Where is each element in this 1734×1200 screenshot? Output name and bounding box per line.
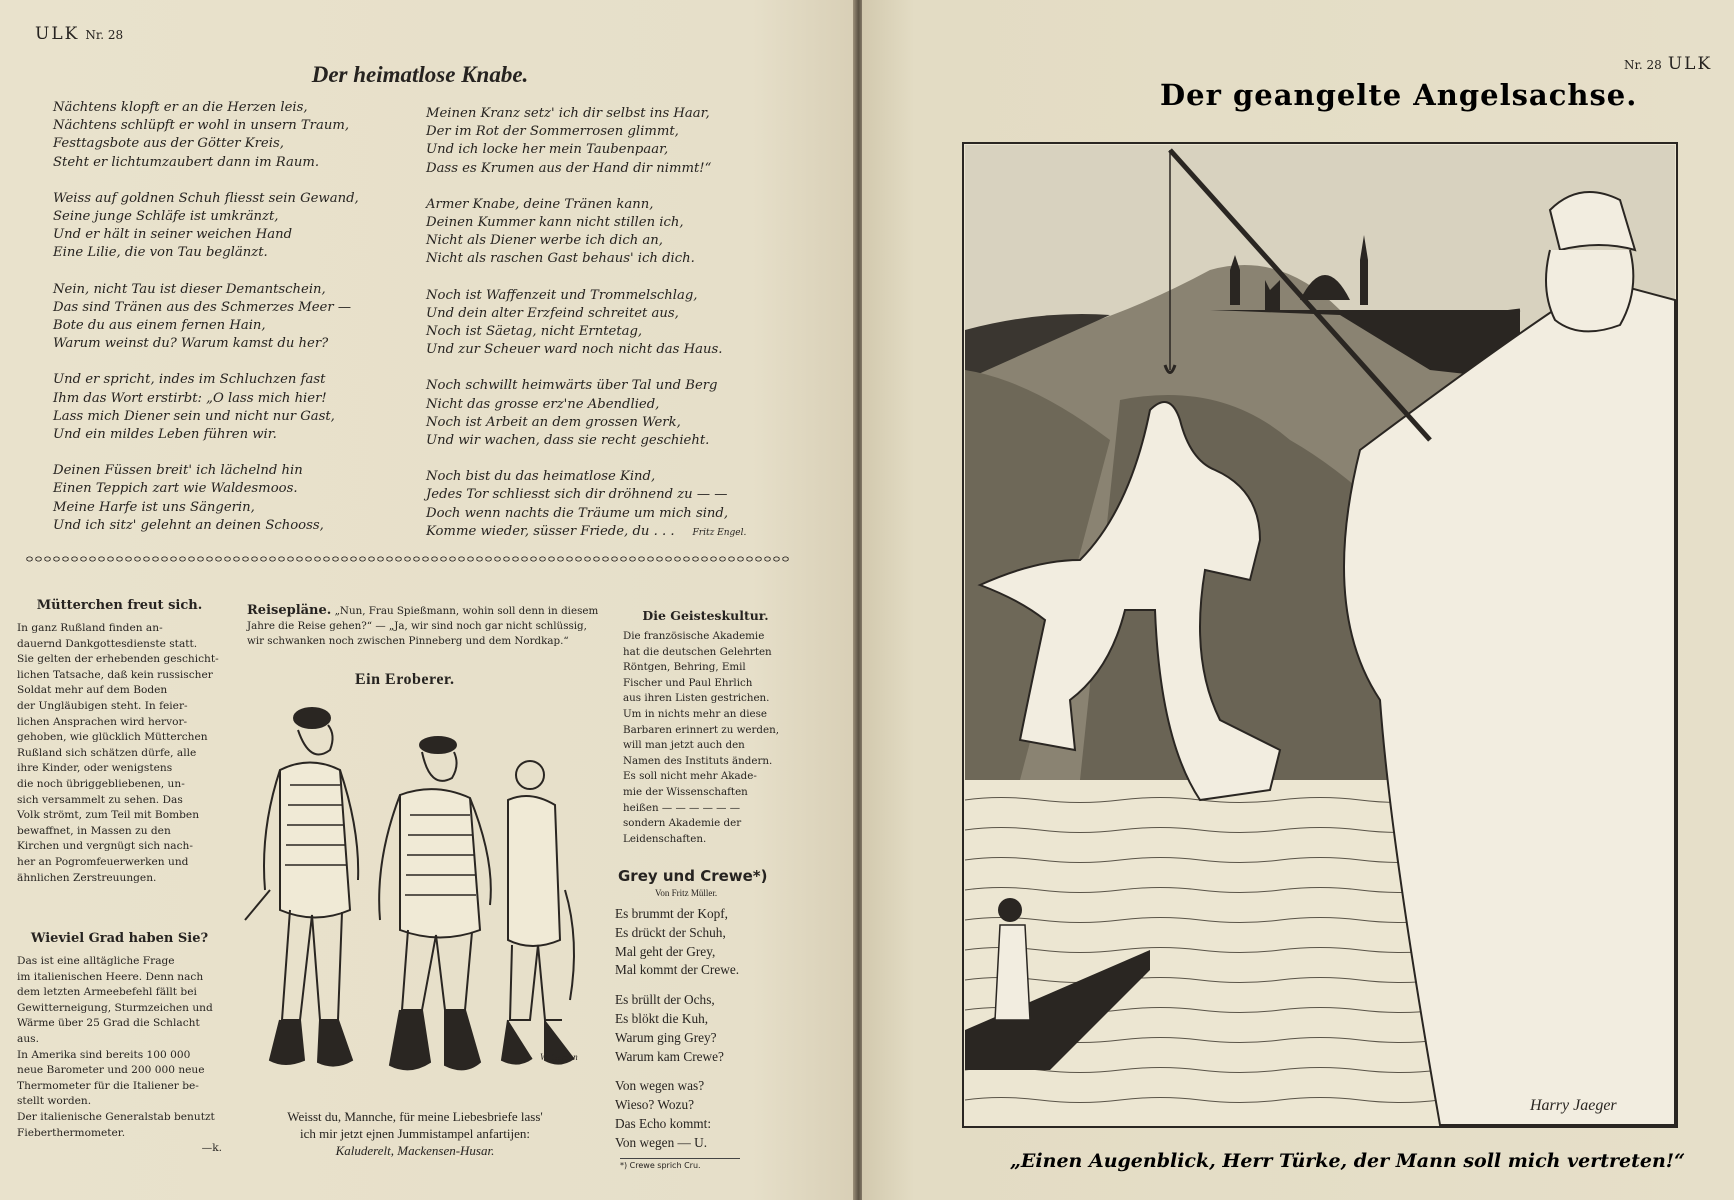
angelsachse-illustration: [960, 140, 1680, 1130]
poem-line-text: Komme wieder, süsser Friede, du . . .: [426, 523, 675, 539]
poem-line: Und zur Scheuer ward noch nicht das Haus.: [426, 342, 723, 358]
poem-line: Warum kam Crewe?: [615, 1048, 724, 1064]
right-header: [1618, 54, 1712, 74]
cartoon-title: Ein Eroberer.: [355, 671, 455, 688]
article-line: In Amerika sind bereits 100 000: [17, 1048, 191, 1061]
stanza: [53, 371, 359, 444]
poem-line: Es blökt die Kuh,: [615, 1010, 709, 1026]
poem-line: Meine Harfe ist uns Sängerin,: [53, 499, 255, 515]
poem-line: Eine Lilie, die von Tau beglänzt.: [53, 245, 268, 261]
poem-line: Wieso? Wozu?: [615, 1097, 695, 1113]
poem-line: Es drückt der Schuh,: [615, 924, 726, 940]
poem-line: Armer Knabe, deine Tränen kann,: [426, 196, 654, 212]
poem-line: Das sind Tränen aus des Schmerzes Meer —: [53, 299, 352, 315]
article-line: Sie gelten der erhebenden geschicht-: [17, 653, 219, 666]
article-line: Rußland sich schätzen dürfe, alle: [17, 746, 197, 759]
left-header: [35, 24, 129, 44]
article-line: In ganz Rußland finden an-: [17, 622, 163, 634]
poem-column-1: [53, 99, 359, 553]
article-line: wir schwanken noch zwischen Pinneberg und dem Nordkap.“: [247, 635, 569, 647]
article-line: neue Barometer und 200 000 neue: [17, 1064, 205, 1077]
article-body: [623, 629, 788, 847]
poem-line: Das Echo kommt:: [615, 1115, 712, 1131]
issue-number: Nr. 28: [1624, 58, 1662, 72]
article-line: Thermometer für die Italiener be-: [17, 1079, 199, 1092]
poem-line: Noch bist du das heimatlose Kind,: [426, 469, 656, 485]
stanza: [53, 462, 359, 535]
poem-line: Nicht das grosse erz'ne Abendlied,: [426, 396, 660, 412]
poem-line: Deinen Füssen breit' ich lächelnd hin: [53, 463, 303, 479]
poem-line: Von wegen — U.: [615, 1134, 708, 1150]
stanza: [426, 468, 746, 542]
cartoon-title: Der geangelte Angelsachse.: [1160, 78, 1638, 112]
article-line: Röntgen, Behring, Emil: [623, 661, 746, 674]
magazine-name: ULK: [1667, 54, 1713, 74]
poem-line: Noch ist Arbeit an dem grossen Werk,: [426, 414, 681, 430]
poem-line: Einen Teppich zart wie Waldesmoos.: [53, 481, 298, 497]
poem-line: Warum weinst du? Warum kamst du her?: [53, 336, 329, 352]
stanza: [53, 190, 359, 263]
poem-line: Festtagsbote aus der Götter Kreis,: [53, 136, 284, 152]
poem-line: Von wegen was?: [615, 1078, 705, 1094]
article-line: Fischer und Paul Ehrlich: [623, 676, 753, 689]
poem-line: Bote du aus einem fernen Hain,: [53, 318, 266, 334]
eroberer-illustration: [240, 690, 612, 1102]
article-line: Volk strömt, zum Teil mit Bomben: [17, 809, 200, 822]
poem-line: Und ein mildes Leben führen wir.: [53, 427, 277, 443]
poem-line: [426, 523, 746, 542]
stanza: [53, 99, 359, 172]
article-line: Um in nichts mehr an diese: [623, 707, 768, 720]
article-line: ihre Kinder, oder wenigstens: [17, 762, 173, 775]
article-line: gehoben, wie glücklich Mütterchen: [17, 731, 208, 744]
cartoon-caption: „Einen Augenblick, Herr Türke, der Mann soll mich vertreten!“: [1010, 1150, 1686, 1172]
poem-line: Lass mich Diener sein und nicht nur Gast,: [53, 408, 335, 424]
caption-signature: Kaluderelt, Mackensen-Husar.: [335, 1143, 495, 1158]
article-line: bewaffnet, in Massen zu den: [17, 824, 171, 837]
magazine-name: ULK: [35, 24, 80, 44]
article-line: aus ihren Listen gestrichen.: [623, 692, 770, 705]
article-line: Soldat mehr auf dem Boden: [17, 684, 168, 697]
article-line: Kirchen und vergnügt sich nach-: [17, 840, 193, 853]
poem-line: Und ich locke her mein Taubenpaar,: [426, 142, 669, 158]
stanza: [615, 905, 739, 980]
poem-line: Nächtens klopft er an die Herzen leis,: [53, 100, 308, 115]
poem-line: Und er spricht, indes im Schluchzen fast: [53, 372, 326, 388]
artist-signature: W. Gerson: [540, 1052, 578, 1062]
poem-line: Noch ist Säetag, nicht Erntetag,: [426, 324, 643, 340]
article-line: Barbaren erinnert zu werden,: [623, 723, 780, 736]
poem-title: Der heimatlose Knabe.: [311, 62, 529, 87]
article-line: Jahre die Reise gehen?“ — „Ja, wir sind noch gar nicht schlüssig,: [247, 620, 587, 632]
poem-line: Dass es Krumen aus der Hand dir nimmt!“: [426, 160, 712, 176]
wieviel-article: [17, 931, 222, 1157]
poem-line: Und ich sitz' gelehnt an deinen Schooss,: [53, 517, 324, 533]
cartoon-caption: [245, 1108, 585, 1159]
article-title: Wieviel Grad haben Sie?: [30, 931, 209, 946]
geisteskultur-article: [623, 608, 788, 847]
reiseplaene-article: [247, 603, 607, 649]
article-line: Wärme über 25 Grad die Schlacht: [17, 1017, 200, 1030]
article-line: lichen Ansprachen wird hervor-: [17, 715, 188, 728]
poem-line: Nicht als raschen Gast behaus' ich dich.: [426, 251, 695, 267]
poem-column-2: [426, 105, 746, 560]
poem-line: Jedes Tor schliesst sich dir dröhnend zu — —: [426, 487, 728, 503]
poem-line: Doch wenn nachts die Träume um mich sind,: [426, 505, 729, 521]
stanza: [426, 377, 746, 450]
poem-line: Mal geht der Grey,: [615, 943, 716, 959]
chain-divider: [25, 554, 790, 564]
article-line: „Nun, Frau Spießmann, wohin soll denn in diesem: [334, 605, 599, 617]
poem-line: Steht er lichtumzaubert dann im Raum.: [53, 154, 320, 170]
poem-line: Es brummt der Kopf,: [615, 906, 729, 921]
grey-poem: [615, 905, 739, 1164]
caption-line: ich mir jetzt ejnen Jummistampel anfartijen:: [300, 1126, 530, 1141]
article-line: der Ungläubigen steht. In feier-: [17, 699, 188, 712]
poem-line: Seine junge Schläfe ist umkränzt,: [53, 209, 279, 225]
poem-line: Und wir wachen, dass sie recht geschieht.: [426, 433, 710, 449]
footnote: *) Crewe sprich Cru.: [620, 1158, 740, 1170]
article-line: heißen — — — — — —: [623, 801, 741, 814]
article-line: Das ist eine alltägliche Frage: [17, 955, 175, 967]
muetterchen-article: [17, 598, 222, 886]
article-line: Es soll nicht mehr Akade-: [623, 770, 757, 783]
article-line: im italienischen Heere. Denn nach: [17, 970, 204, 983]
poem-line: Meinen Kranz setz' ich dir selbst ins Haar,: [426, 106, 710, 121]
grey-title: Grey und Crewe*): [618, 867, 768, 885]
article-line: die noch übriggebliebenen, un-: [17, 777, 185, 790]
left-page: [0, 0, 855, 1200]
stanza: [426, 196, 746, 269]
poem-author: Fritz Engel.: [692, 527, 747, 538]
stanza: [426, 105, 746, 178]
poem-line: Mal kommt der Crewe.: [615, 962, 740, 978]
poem-line: Es brüllt der Ochs,: [615, 992, 715, 1008]
poem-line: Und dein alter Erzfeind schreitet aus,: [426, 305, 679, 321]
article-line: hat die deutschen Gelehrten: [623, 645, 772, 658]
article-line: sich versammelt zu sehen. Das: [17, 793, 183, 806]
artist-signature: Harry Jaeger: [1530, 1097, 1617, 1114]
article-line: ähnlichen Zerstreuungen.: [17, 871, 157, 884]
article-line: sondern Akademie der: [623, 817, 742, 830]
poem-line: Ihm das Wort erstirbt: „O lass mich hier!: [53, 390, 327, 406]
poem-line: Der im Rot der Sommerrosen glimmt,: [426, 124, 679, 140]
stanza: [615, 991, 739, 1066]
article-line: dem letzten Armeebefehl fällt bei: [17, 986, 197, 999]
article-line: Fieberthermometer.: [17, 1126, 126, 1139]
article-line: Namen des Instituts ändern.: [623, 754, 773, 767]
article-line: Der italienische Generalstab benutzt: [17, 1110, 215, 1123]
poem-line: Warum ging Grey?: [615, 1029, 717, 1045]
article-line: mie der Wissenschaften: [623, 785, 748, 798]
issue-number: Nr. 28: [85, 28, 124, 42]
article-line: aus.: [17, 1032, 39, 1045]
poem-line: Noch schwillt heimwärts über Tal und Berg: [426, 378, 718, 394]
article-body: [17, 954, 222, 1157]
article-signature: —k.: [201, 1142, 222, 1155]
poem-line: Nächtens schlüpft er wohl in unsern Traum,: [53, 118, 350, 134]
article-line: Gewitterneigung, Sturmzeichen und: [17, 1001, 213, 1014]
poem-line: Weiss auf goldnen Schuh fliesst sein Gewand,: [53, 190, 359, 206]
stanza: [426, 287, 746, 360]
poem-line: Noch ist Waffenzeit und Trommelschlag,: [426, 287, 698, 303]
article-line: lichen Tatsache, daß kein russischer: [17, 668, 213, 681]
poem-line: Nicht als Diener werbe ich dich an,: [426, 233, 663, 249]
article-line: Leidenschaften.: [623, 832, 707, 845]
poem-line: Deinen Kummer kann nicht stillen ich,: [426, 215, 684, 231]
article-line: dauernd Dankgottesdienste statt.: [17, 637, 198, 650]
poem-line: Nein, nicht Tau ist dieser Demantschein,: [53, 281, 326, 297]
article-line: Die französische Akademie: [623, 630, 765, 642]
stanza: [615, 1077, 739, 1152]
article-line: will man jetzt auch den: [623, 739, 745, 752]
caption-line: Weisst du, Mannche, für meine Liebesbriefe lass': [287, 1109, 543, 1124]
article-title: Die Geisteskultur.: [642, 608, 769, 623]
article-line: stellt worden.: [17, 1095, 92, 1108]
article-body: [17, 621, 222, 886]
stanza: [53, 281, 359, 354]
grey-author: Von Fritz Müller.: [655, 888, 718, 898]
poem-line: Und er hält in seiner weichen Hand: [53, 227, 293, 243]
article-line: her an Pogromfeuerwerken und: [17, 855, 189, 868]
article-title: Reisepläne.: [247, 603, 332, 618]
article-title: Mütterchen freut sich.: [36, 598, 203, 613]
